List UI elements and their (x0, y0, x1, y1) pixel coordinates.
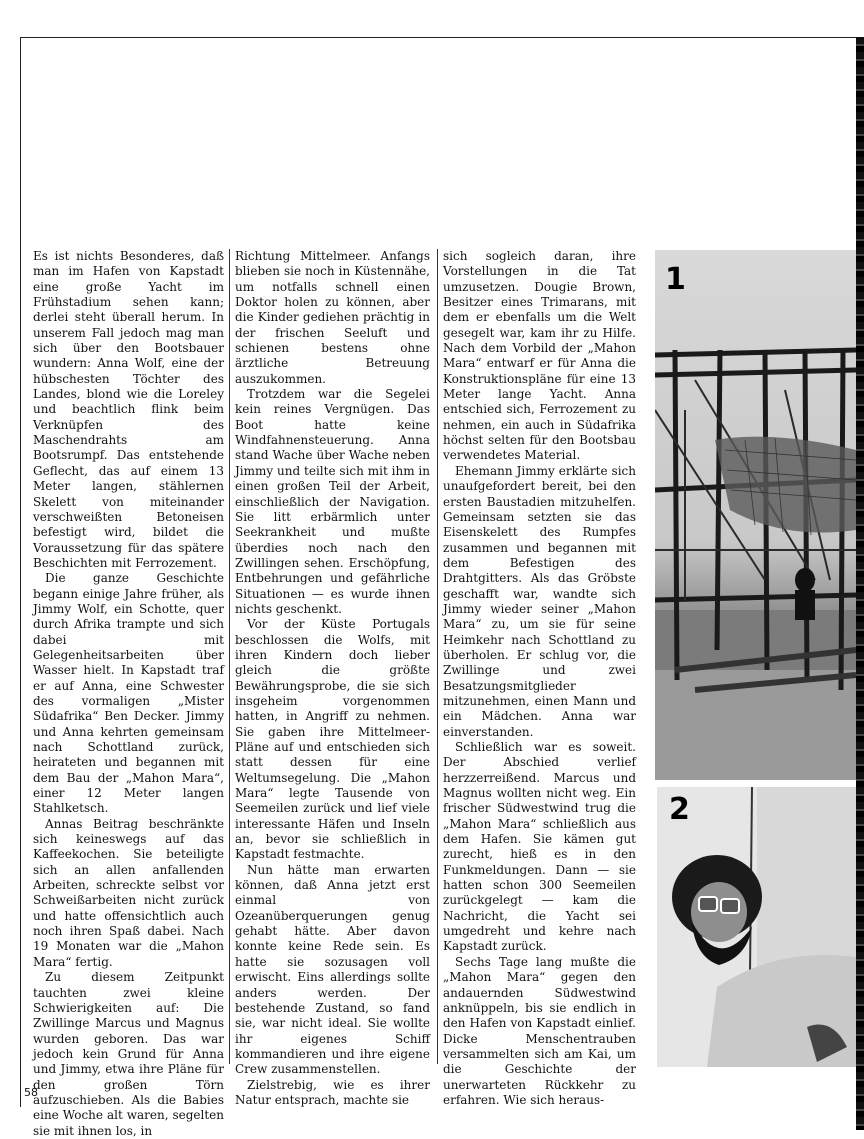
paragraph: Trotzdem war die Segelei kein reines Vergnügen. Das Boot hatte keine Windfahnensteuerung. Anna stand Wache über Wache neben Jimmy und teilte sich mit ihm in einen großen Teil der Arbeit, einschließlich der Navigation. Sie litt erbärmlich unter Seekrankheit und mußte überdies noch nach den Zwillingen sehen. Erschöpfung, Entbehrungen und gefährliche Situationen — es wurde ihnen nichts geschenkt. (235, 387, 430, 616)
paragraph: Schließlich war es soweit. Der Abschied verlief herzzerreißend. Marcus und Magnus wollten nicht weg. Ein frischer Südwestwind trug die „Mahon Mara“ schließlich aus dem Hafen. Sie kämen gut zurecht, hieß es in den Funkmeldungen. Dann — sie hatten schon 300 Seemeilen zurückgelegt — kam die Nachricht, die Yacht sei umgedreht und kehre nach Kapstadt zurück. (443, 740, 636, 954)
paragraph: Die ganze Geschichte begann einige Jahre früher, als Jimmy Wolf, ein Schotte, quer durch Afrika trampte und sich dabei mit Gelegenheitsarbeiten über Wasser hielt. In Kapstadt traf er auf Anna, eine Schwester des vormaligen „Mister Südafrika“ Ben Decker. Jimmy und Anna kehrten gemeinsam nach Schottland zurück, heirateten und begannen mit dem Bau der „Mahon Mara“, einer 12 Meter langen Stahlketsch. (33, 571, 224, 816)
paragraph: Sechs Tage lang mußte die „Mahon Mara“ gegen den andauernden Südwestwind anknüppeln, bis sie endlich in den Hafen von Kapstadt einlief. Dicke Menschentrauben versammelten sich am Kai, um die Geschichte der unerwarteten Rückkehr zu erfahren. Wie sich heraus- (443, 954, 636, 1107)
paragraph: sich sogleich daran, ihre Vorstellungen in die Tat umzusetzen. Dougie Brown, Besitzer eines Trimarans, mit dem er ebenfalls um die Welt gesegelt war, kam ihr zu Hilfe. Nach dem Vorbild der „Mahon Mara“ entwarf er für Anna die Konstruktionspläne für eine 13 Meter lange Yacht. Anna entschied sich, Ferrozement zu nehmen, ein auch in Südafrika höchst selten für den Bootsbau verwendetes Material. (443, 249, 636, 463)
paragraph: Annas Beitrag beschränkte sich keineswegs auf das Kaffeekochen. Sie beteiligte sich an allen anfallenden Arbeiten, schreckte selbst vor Schweißarbeiten nicht zurück und hatte offensichtlich auch noch ihren Spaß dabei. Nach 19 Monaten war die „Mahon Mara“ fertig. (33, 816, 224, 969)
text-column-2 (235, 249, 430, 1108)
paragraph: Zielstrebig, wie es ihrer Natur entsprach, machte sie (235, 1077, 430, 1107)
paragraph: Zu diesem Zeitpunkt tauchten zwei kleine Schwierigkeiten auf: Die Zwillinge Marcus und Magnus wurden geboren. Das war jedoch kein Grund für Anna und Jimmy, etwa ihre Pläne für den großen Törn aufzuschieben. Als die Babies eine Woche alt waren, segelten sie mit ihnen los, in (33, 970, 224, 1138)
paragraph: Richtung Mittelmeer. Anfangs blieben sie noch in Küstennähe, um notfalls schnell einen Doktor holen zu können, aber die Kinder gediehen prächtig in der frischen Seeluft und schienen bestens ohne ärztliche Betreuung auszukommen. (235, 249, 430, 386)
photo-number-1: 1 (665, 262, 686, 297)
text-column-1 (33, 249, 224, 1139)
photo-number-2: 2 (669, 792, 690, 827)
text-column-3 (443, 249, 636, 1108)
left-rule (20, 37, 21, 1107)
column-divider (437, 249, 438, 1064)
page-number: 58 (24, 1086, 38, 1099)
column-divider (229, 249, 230, 1064)
paragraph: Vor der Küste Portugals beschlossen die Wolfs, mit ihren Kindern doch lieber gleich die größte Bewährungsprobe, die sie sich insgeheim vorgenommen hatten, in Angriff zu nehmen. Sie gaben ihre Mittelmeer-Pläne auf und entschieden sich statt dessen für eine Weltumsegelung. Die „Mahon Mara“ legte Tausende von Seemeilen zurück und lief viele interessante Häfen und Inseln an, bevor sie schließlich in Kapstadt festmachte. (235, 617, 430, 862)
page-edge (856, 37, 864, 1130)
paragraph: Ehemann Jimmy erklärte sich unaufgefordert bereit, bei den ersten Baustadien mitzuhelfen. Gemeinsam setzten sie das Eisenskelett des Rumpfes zusammen und begannen mit dem Befestigen des Drahtgitters. Als das Gröbste geschafft war, wandte sich Jimmy wieder seiner „Mahon Mara“ zu, um sie für seine Heimkehr nach Schottland zu überholen. Er schlug vor, die Zwillinge und zwei Besatzungsmitglieder mitzunehmen, einen Mann und ein Mädchen. Anna war einverstanden. (443, 463, 636, 739)
bearded-man-portrait-photo (657, 787, 856, 1067)
paragraph: Nun hätte man erwarten können, daß Anna jetzt erst einmal von Ozeanüberquerungen genug gehabt hätte. Aber davon konnte keine Rede sein. Es hatte sie sozusagen voll erwischt. Eins allerdings sollte anders werden. Der bestehende Zustand, so fand sie, war nicht ideal. Sie wollte ihr eigenes Schiff kommandieren und ihre eigene Crew zusammenstellen. (235, 862, 430, 1077)
boat-hull-frame-photo (655, 250, 856, 780)
top-rule (20, 37, 864, 38)
paragraph: Es ist nichts Besonderes, daß man im Hafen von Kapstadt eine große Yacht im Frühstadium sehen kann; derlei steht überall herum. In unserem Fall jedoch mag man sich über den Bootsbauer wundern: Anna Wolf, eine der hübschesten Töchter des Landes, blond wie die Loreley und beachtlich flink beim Verknüpfen des Maschendrahts am Bootsrumpf. Das entstehende Geflecht, das auf einem 13 Meter langen, stählernen Skelett von miteinander verschweißten Betoneisen befestigt wird, bildet die Voraussetzung für das spätere Beschichten mit Ferrozement. (33, 249, 224, 570)
